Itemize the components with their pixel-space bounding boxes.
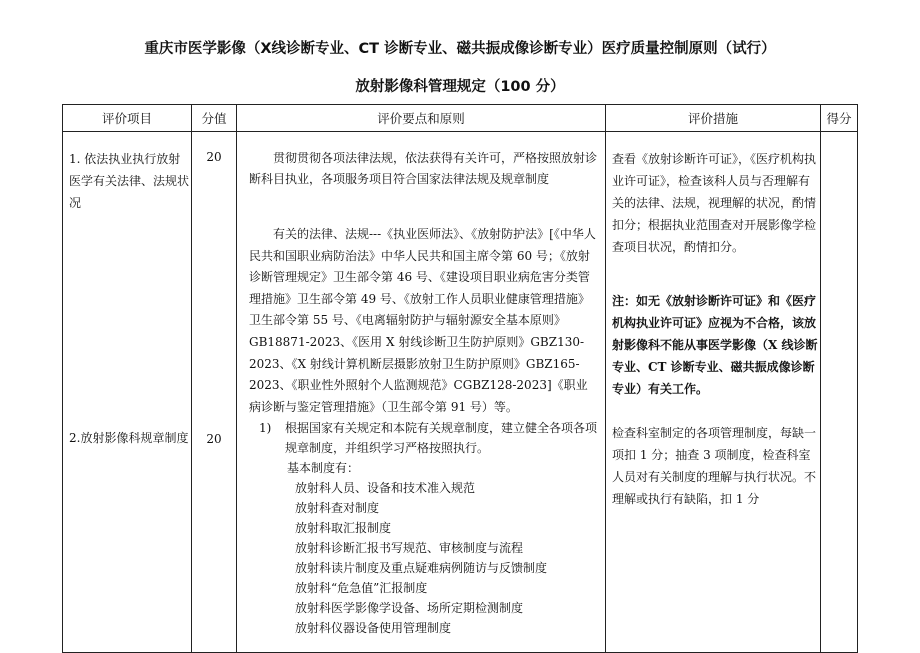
measures-cell <box>606 132 821 653</box>
item-2-text: 2.放射影像科规章制度 <box>69 431 189 445</box>
table-row <box>63 132 858 653</box>
point-compliance: 贯彻贯彻各项法律法规，依法获得有关许可，严格按照放射诊断科目执业，各项服务项目符合国家法律法规及规章制度 <box>249 151 598 186</box>
list-item: 放射科医学影像学设备、场所定期检测制度 <box>295 601 524 615</box>
score-cell <box>192 132 237 653</box>
item-1-text: 1. 依法执业执行放射医学有关法律、法规状况 <box>69 152 190 210</box>
key-points-cell <box>237 132 606 653</box>
evaluation-table <box>62 104 858 653</box>
list-item: 放射科“危急值”汇报制度 <box>295 581 428 595</box>
point-laws-list: 有关的法律、法规---《执业医师法》、《放射防护法》[《中华人民共和国职业病防治法》中华人民共和国主席令第 60 号；《放射诊断管理规定》卫生部令第 46 号、《建设项目职业病危害分类管理措施》卫生部令第 49 号、《放射工作人员职业健康管理措施》卫生部令第 55 号、《电离辐射防护与辐射源安全基本原则》GB18871-2023、《医用 X 射线诊断卫生防护原则》GBZ130-2023、《X 射线计算机断层摄影放射卫生防护原则》GBZ165-2023、《职业性外照射个人监测规范》CGBZ128-2023]《职业病诊断与鉴定管理措施》（卫生部令第 91 号）等。 <box>249 227 596 414</box>
basic-rules-list <box>295 478 547 638</box>
list-item: 放射科读片制度及重点疑难病例随访与反馈制度 <box>295 561 548 575</box>
basic-rules-title: 基本制度有： <box>287 461 360 475</box>
header-measures: 评价措施 <box>606 105 821 132</box>
header-key-points: 评价要点和原则 <box>237 105 606 132</box>
measure-license-note: 注：如无《放射诊断许可证》和《医疗机构执业许可证》应视为不合格，该放射影像科不能从事医学影像（X 线诊断专业、CT 诊断专业、磁共振成像诊断专业）有关工作。 <box>612 294 818 396</box>
list-item: 放射科取汇报制度 <box>295 521 392 535</box>
list-item: 放射科诊断汇报书写规范、审核制度与流程 <box>295 541 524 555</box>
header-points-earned: 得分 <box>821 105 858 132</box>
header-score: 分值 <box>192 105 237 132</box>
document-title: 重庆市医学影像（X线诊断专业、CT 诊断专业、磁共振成像诊断专业）医疗质量控制原则（试行） <box>144 41 776 57</box>
header-evaluation-item: 评价项目 <box>63 105 192 132</box>
points-earned-cell <box>821 132 858 653</box>
list-item: 放射科仪器设备使用管理制度 <box>295 621 452 635</box>
measure-license-check: 查看《放射诊断许可证》，《医疗机构执业许可证》，检查该科人员与否理解有关的法律、法规，视理解的状况，酌情扣分；根据执业范围查对开展影像学检查项目状况，酌情扣分。 <box>612 152 817 254</box>
document-subtitle: 放射影像科管理规定（100 分） <box>355 79 565 95</box>
item-2-score: 20 <box>206 432 222 446</box>
point-rules-text: 根据国家有关规定和本院有关规章制度，建立健全各项各项规章制度，并组织学习严格按照执行。 <box>285 421 598 455</box>
list-item: 放射科人员、设备和技术准入规范 <box>295 481 476 495</box>
point-rules-number: 1) <box>259 421 272 435</box>
evaluation-item-cell <box>63 132 192 653</box>
table-header-row <box>63 105 858 132</box>
item-1-score: 20 <box>206 150 222 164</box>
measure-rules-check: 检查科室制定的各项管理制度，每缺一项扣 1 分；抽查 3 项制度，检查科室人员对有关制度的理解与执行状况。不理解或执行有缺陷，扣 1 分 <box>612 426 817 506</box>
list-item: 放射科查对制度 <box>295 501 380 515</box>
